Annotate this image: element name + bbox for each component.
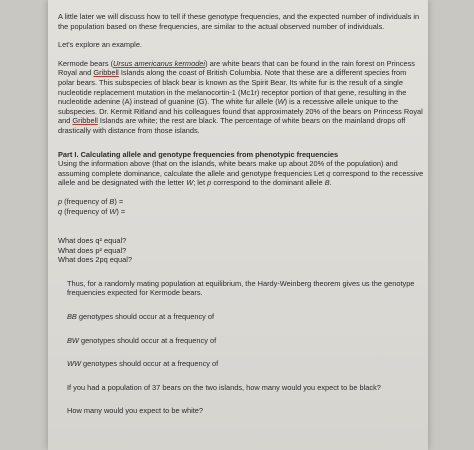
kermode-paragraph: Kermode bears (Ursus americanus kermodei) are white bears that can be found in the rain forest on Princess Royal and Gribbell Islands along the coast of British Columbia. Note that these are a different species from polar bears. This subspecies of black bear is known as the Spirit Bear. Its white fur is the result of a single nucleotide replacement mutation in the melanocortin-1 (Mc1r) receptor portion of that gene, resulting in the nucleotide adenine (A) instead of guanine (G). The white fur allele (W) is a recessive allele unique to the subspecies. Dr. Kermit Ritland and his colleagues found that approximately 20% of the bears on Princess Royal and Gribbell Islands are white; the rest are black. The percentage of white bears on the mainland drops off drastically with distance from those islands. [58,58,423,135]
question-2pq: What does 2pq equal? [58,255,132,265]
q-frequency-line: q (frequency of W) = [58,206,126,216]
gribbell-word-2: Gribbell [72,116,98,126]
bw-genotype-line: BW genotypes should occur at a frequency of [67,335,217,345]
lets-explore-text: Let's explore an example. [58,40,142,50]
ww-genotype-line: WW genotypes should occur at a frequency of [67,359,219,369]
p-frequency-line: p (frequency of B) = [58,196,124,206]
hardy-weinberg-paragraph: Thus, for a randomly mating population at equilibrium, the Hardy-Weinberg theorem gives us the genotype frequencies expected for Kermode bears. [67,278,415,298]
document-page [48,0,428,450]
part1-instructions: Using the information above (that on the islands, white bears make up about 20% of the population) and assuming complete dominance, calculate the allele and genotype frequencies Let q correspond to the recessive allele and be designated with the letter W; let p correspond to the dominant allele B. [58,159,424,188]
part1-heading: Part I. Calculating allele and genotype frequencies from phenotypic frequencies [58,149,339,159]
document-content [58,12,424,416]
bb-genotype-line: BB genotypes should occur at a frequency of [67,312,215,322]
question-q2: What does q² equal? [58,236,127,246]
intro-paragraph: A little later we will discuss how to tell if these genotype frequencies, and the expected number of individuals in the population based on these frequencies, are similar to the actual observed number of individuals. [58,12,420,31]
question-p2: What does p² equal? [58,245,127,255]
gribbell-word: Gribbell [93,68,119,78]
black-bears-question: If you had a population of 37 bears on the two islands, how many would you expect to be black? [67,382,381,392]
white-bears-question: How many would you expect to be white? [67,406,203,416]
species-name: Ursus americanus kermodei [113,58,206,68]
